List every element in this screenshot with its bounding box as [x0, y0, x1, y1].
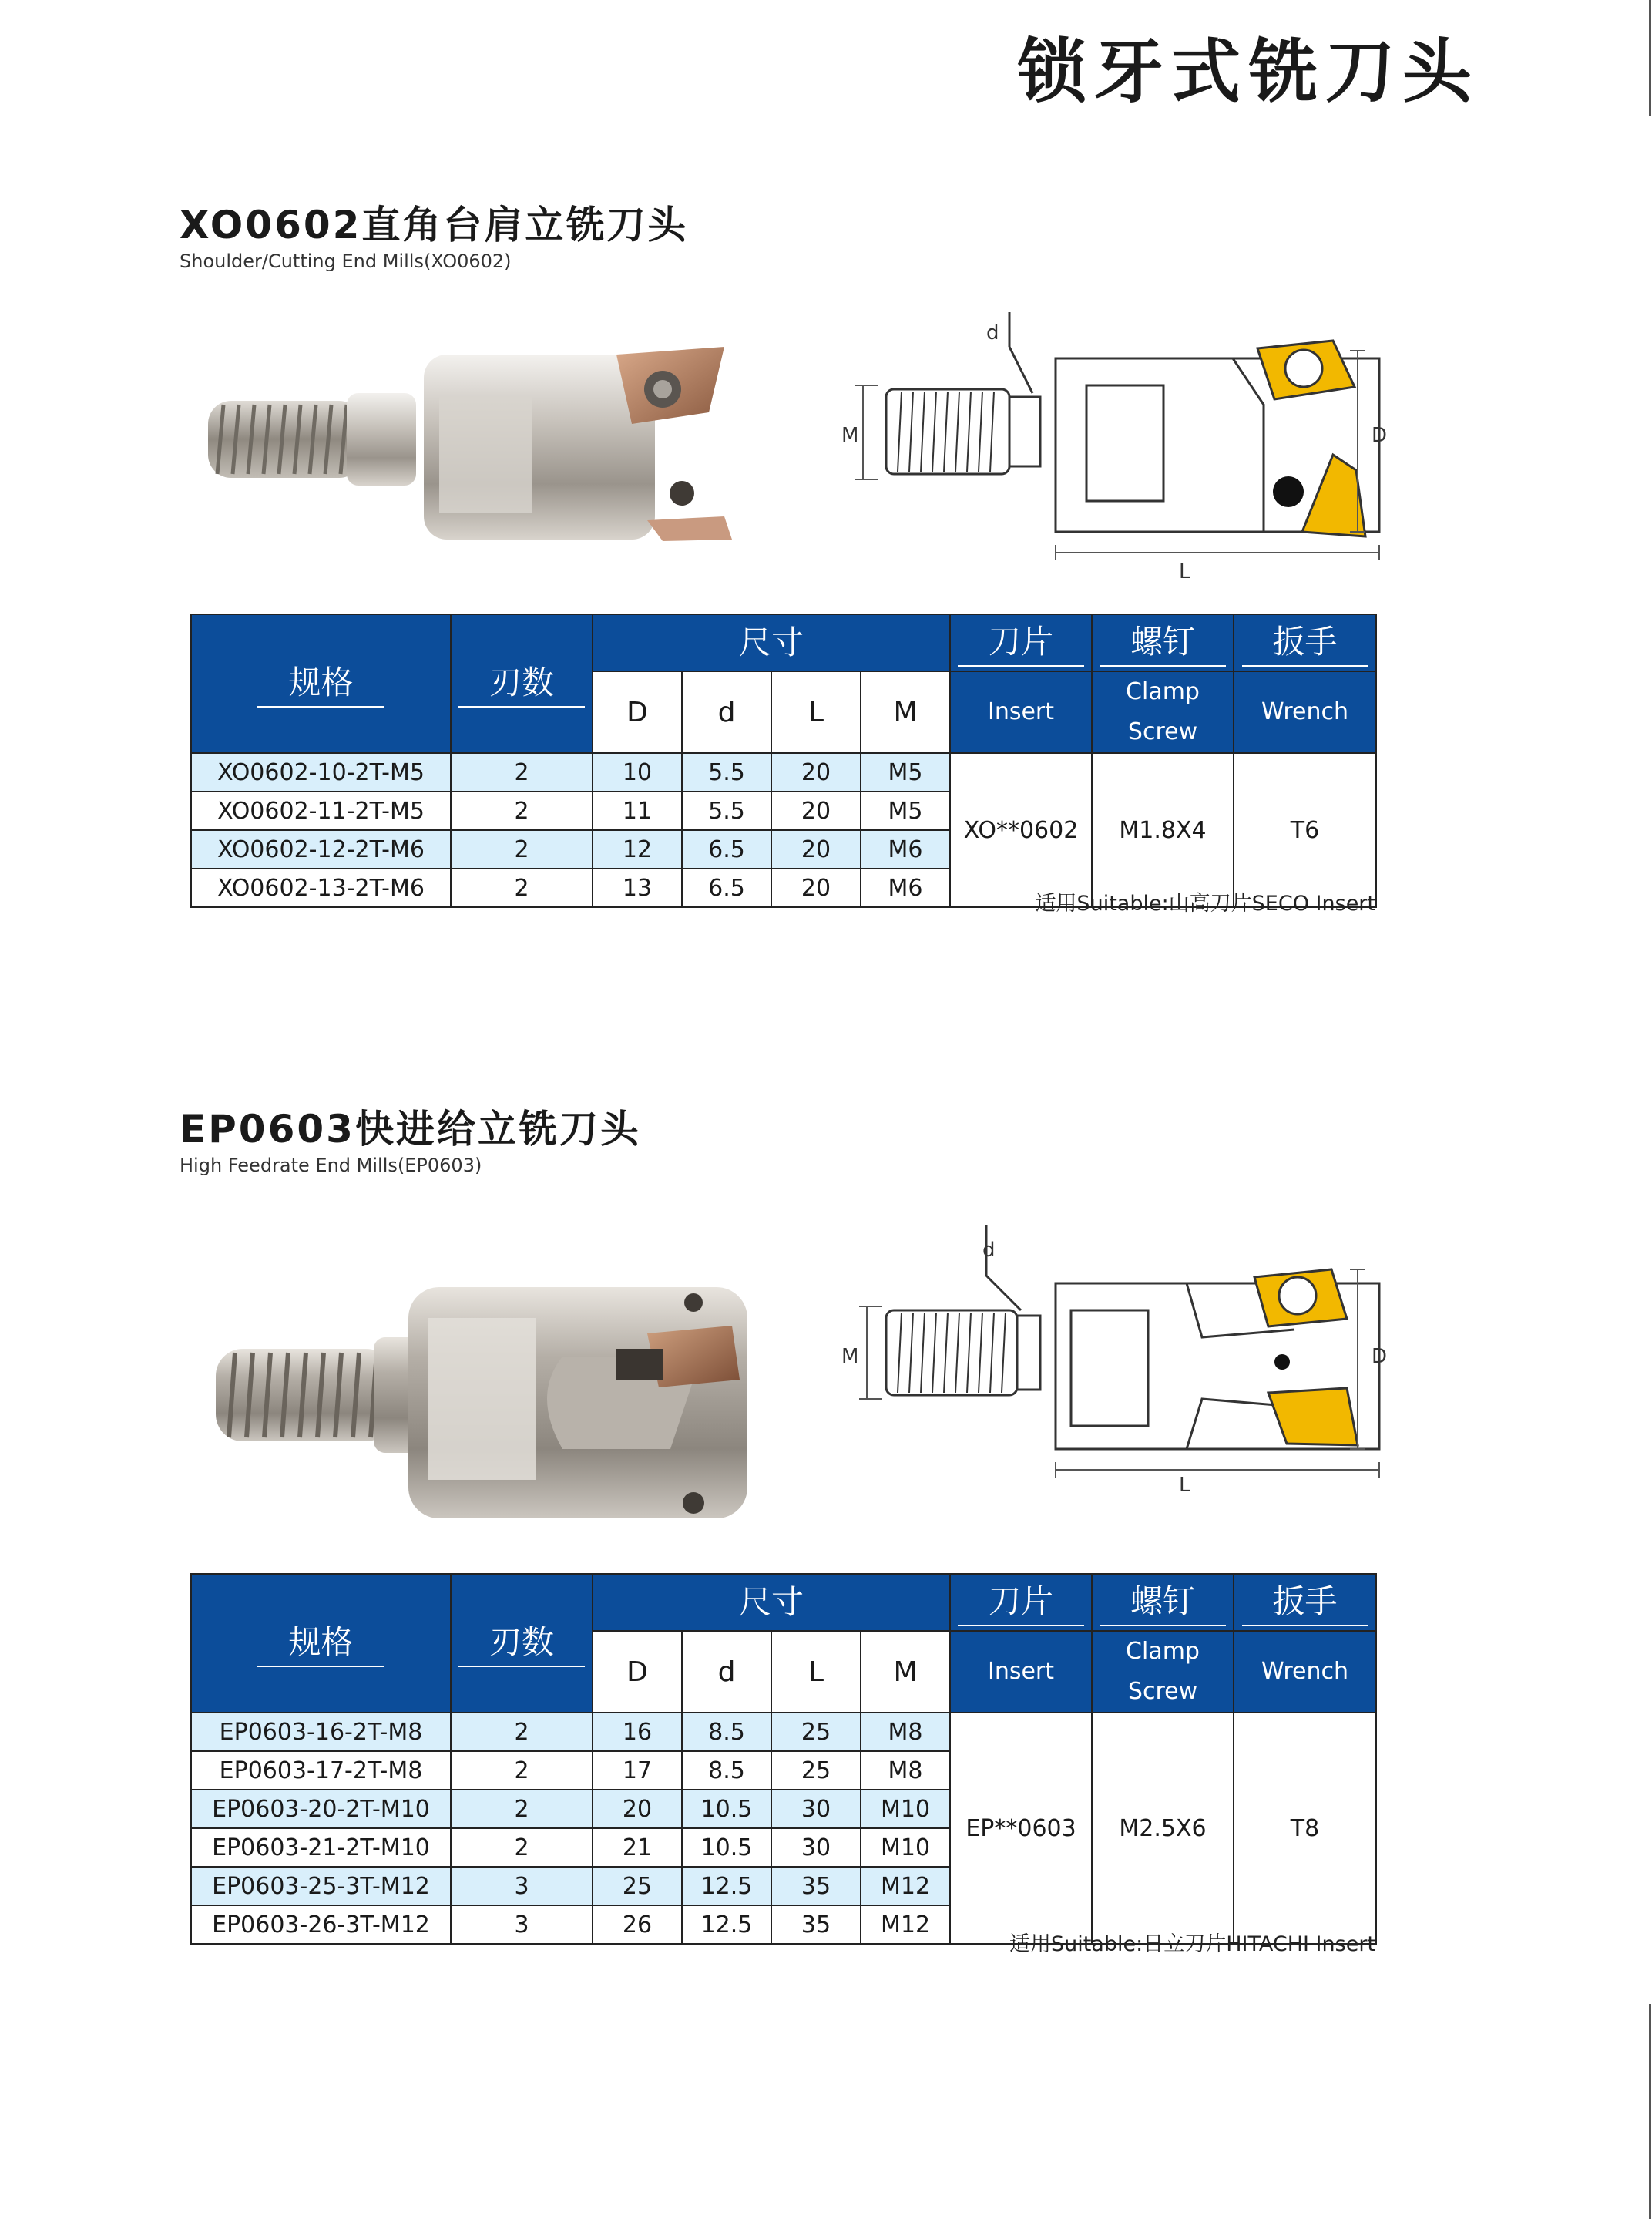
cell-L: 20 [771, 753, 861, 792]
cell-D: 21 [593, 1828, 682, 1867]
cell-cat: EP0603-21-2T-M10 [191, 1828, 451, 1867]
section-subtitle: Shoulder/Cutting End Mills(XO0602) [180, 250, 512, 272]
cell-d: 5.5 [682, 792, 771, 830]
dim-label-L: L [1179, 1474, 1190, 1497]
cell-cat: EP0603-16-2T-M8 [191, 1713, 451, 1751]
cell-d: 10.5 [682, 1828, 771, 1867]
cell-D: 12 [593, 830, 682, 869]
header-screw: 螺钉 [1092, 614, 1234, 671]
cell-M: M5 [861, 792, 950, 830]
cell-teeth: 2 [451, 830, 593, 869]
cell-cat: XO0602-11-2T-M5 [191, 792, 451, 830]
header-insert-en: Insert [950, 671, 1092, 753]
header-teeth: 刃数 [451, 614, 593, 753]
cell-d: 12.5 [682, 1905, 771, 1944]
cell-D: 26 [593, 1905, 682, 1944]
cell-cat: EP0603-17-2T-M8 [191, 1751, 451, 1790]
cell-cat: XO0602-12-2T-M6 [191, 830, 451, 869]
cell-clamp-screw: M2.5X6 [1092, 1713, 1234, 1944]
cell-teeth: 3 [451, 1867, 593, 1905]
header-teeth: 刃数 [451, 1574, 593, 1713]
product-photo-xo0602 [200, 339, 740, 547]
cell-teeth: 2 [451, 869, 593, 907]
cell-M: M5 [861, 753, 950, 792]
cell-L: 20 [771, 869, 861, 907]
header-dim-L: L [771, 1631, 861, 1713]
header-insert: 刀片 [950, 614, 1092, 671]
header-cat: 规格 [191, 1574, 451, 1713]
cell-L: 35 [771, 1867, 861, 1905]
header-screw: 螺钉 [1092, 1574, 1234, 1631]
suitable-note: 适用Suitable:山高刀片SECO Insert [1035, 892, 1375, 916]
header-dim-d: d [682, 1631, 771, 1713]
cell-L: 20 [771, 830, 861, 869]
cell-d: 12.5 [682, 1867, 771, 1905]
table-row [191, 753, 1376, 792]
cell-M: M12 [861, 1867, 950, 1905]
cell-cat: EP0603-26-3T-M12 [191, 1905, 451, 1944]
header-size: 尺寸 [593, 1574, 950, 1631]
cell-L: 30 [771, 1828, 861, 1867]
cell-teeth: 2 [451, 1828, 593, 1867]
section-title: XO0602直角台肩立铣刀头 [180, 203, 689, 247]
cell-teeth: 3 [451, 1905, 593, 1944]
cell-M: M10 [861, 1790, 950, 1828]
cell-wrench: T6 [1234, 753, 1376, 907]
header-insert-en: Insert [950, 1631, 1092, 1713]
header-wrench: 扳手 [1234, 614, 1376, 671]
dim-label-d: d [986, 321, 999, 345]
section-subtitle: High Feedrate End Mills(EP0603) [180, 1155, 482, 1176]
spec-table-ep0603 [190, 1573, 1377, 1945]
dim-label-L: L [1179, 560, 1190, 583]
header-screw-en: Clamp Screw [1092, 1631, 1234, 1713]
section-title: EP0603快进给立铣刀头 [180, 1107, 641, 1152]
cell-D: 10 [593, 753, 682, 792]
cell-D: 17 [593, 1751, 682, 1790]
cell-M: M6 [861, 830, 950, 869]
cell-L: 35 [771, 1905, 861, 1944]
cell-M: M12 [861, 1905, 950, 1944]
header-dim-D: D [593, 1631, 682, 1713]
cell-teeth: 2 [451, 1751, 593, 1790]
technical-drawing-ep0603 [832, 1214, 1388, 1497]
product-photo-ep0603 [208, 1272, 763, 1526]
header-size: 尺寸 [593, 614, 950, 671]
cell-L: 30 [771, 1790, 861, 1828]
cell-teeth: 2 [451, 1790, 593, 1828]
cell-cat: XO0602-13-2T-M6 [191, 869, 451, 907]
header-wrench: 扳手 [1234, 1574, 1376, 1631]
cell-M: M8 [861, 1751, 950, 1790]
header-cat: 规格 [191, 614, 451, 753]
suitable-note: 适用Suitable:日立刀片HITACHI Insert [1009, 1932, 1375, 1956]
cell-teeth: 2 [451, 1713, 593, 1751]
dim-label-d: d [982, 1239, 996, 1262]
page-title: 锁牙式铣刀头 [1017, 32, 1479, 113]
cell-cat: XO0602-10-2T-M5 [191, 753, 451, 792]
header-wrench-en: Wrench [1234, 1631, 1376, 1713]
cell-cat: EP0603-25-3T-M12 [191, 1867, 451, 1905]
cell-d: 8.5 [682, 1713, 771, 1751]
technical-drawing-xo0602 [832, 301, 1388, 583]
header-dim-M: M [861, 1631, 950, 1713]
cell-D: 13 [593, 869, 682, 907]
header-screw-en: Clamp Screw [1092, 671, 1234, 753]
dim-label-D: D [1372, 1345, 1388, 1368]
table-row [191, 1713, 1376, 1751]
header-dim-L: L [771, 671, 861, 753]
header-dim-d: d [682, 671, 771, 753]
page-edge-line [1649, 0, 1651, 116]
spec-table-xo0602 [190, 614, 1377, 908]
dim-label-D: D [1372, 424, 1388, 447]
cell-teeth: 2 [451, 753, 593, 792]
cell-wrench: T8 [1234, 1713, 1376, 1944]
cell-clamp-screw: M1.8X4 [1092, 753, 1234, 907]
cell-d: 6.5 [682, 869, 771, 907]
cell-L: 25 [771, 1751, 861, 1790]
cell-D: 11 [593, 792, 682, 830]
cell-cat: EP0603-20-2T-M10 [191, 1790, 451, 1828]
header-insert: 刀片 [950, 1574, 1092, 1631]
cell-d: 8.5 [682, 1751, 771, 1790]
cell-teeth: 2 [451, 792, 593, 830]
dim-label-M: M [841, 1345, 859, 1368]
cell-insert: EP**0603 [950, 1713, 1092, 1944]
cell-D: 16 [593, 1713, 682, 1751]
cell-L: 20 [771, 792, 861, 830]
cell-insert: XO**0602 [950, 753, 1092, 907]
cell-d: 6.5 [682, 830, 771, 869]
cell-d: 10.5 [682, 1790, 771, 1828]
page-edge-line [1649, 2004, 1651, 2219]
cell-D: 20 [593, 1790, 682, 1828]
dim-label-M: M [841, 424, 859, 447]
header-dim-D: D [593, 671, 682, 753]
cell-M: M8 [861, 1713, 950, 1751]
cell-D: 25 [593, 1867, 682, 1905]
cell-M: M6 [861, 869, 950, 907]
header-wrench-en: Wrench [1234, 671, 1376, 753]
header-dim-M: M [861, 671, 950, 753]
cell-L: 25 [771, 1713, 861, 1751]
cell-M: M10 [861, 1828, 950, 1867]
cell-d: 5.5 [682, 753, 771, 792]
